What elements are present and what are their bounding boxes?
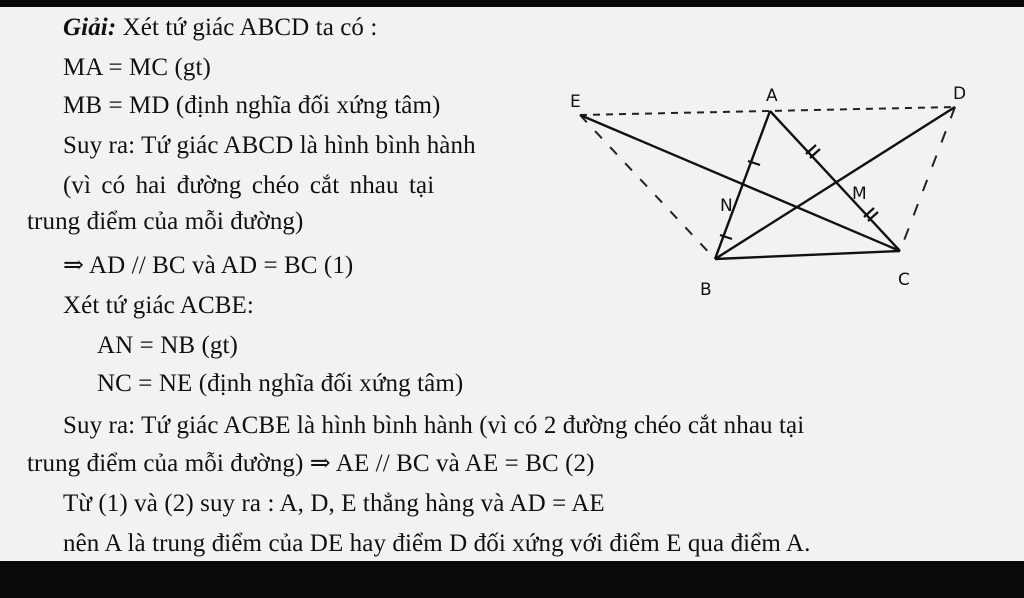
- line-conclusion-1: ⇒ AD // BC và AD = BC (1): [63, 252, 354, 279]
- line-acbe-heading: Xét tứ giác ACBE:: [63, 292, 254, 319]
- label-b: B: [700, 280, 712, 300]
- line-reason-2: trung điểm của mỗi đường): [27, 208, 304, 235]
- line-ma-mc: MA = MC (gt): [63, 54, 211, 81]
- segment-ac: [770, 111, 900, 251]
- line-collinear: Từ (1) và (2) suy ra : A, D, E thẳng hàng và AD = AE: [63, 490, 605, 517]
- segment-ec: [580, 115, 900, 251]
- dashed-line-eb: [580, 115, 715, 259]
- line-nc-ne: NC = NE (định nghĩa đối xứng tâm): [97, 370, 464, 397]
- bottom-black-border: [0, 561, 1024, 598]
- line-solution-heading: [63, 13, 377, 43]
- tick-am: [806, 145, 820, 158]
- line-acbe-parallelogram: Suy ra: Tứ giác ACBE là hình bình hành (vì có 2 đường chéo cắt nhau tại: [63, 412, 805, 439]
- document-page: [0, 7, 1024, 561]
- tick-mc: [864, 208, 878, 221]
- dashed-line-ed: [580, 107, 955, 115]
- label-a: A: [766, 86, 778, 106]
- solution-label: Giải:: [63, 14, 117, 41]
- line-an-nb: AN = NB (gt): [97, 332, 238, 359]
- line-conclusion-2: trung điểm của mỗi đường) ⇒ AE // BC và AE = BC (2): [27, 450, 595, 477]
- segment-bc: [715, 251, 900, 259]
- top-black-border: [0, 0, 1024, 7]
- line-reason-1: (vì có hai đường chéo cắt nhau tại: [63, 172, 435, 199]
- line-final: nên A là trung điểm của DE hay điểm D đối xứng với điểm E qua điểm A.: [63, 530, 811, 557]
- label-d: D: [953, 84, 967, 104]
- geometry-diagram: [560, 79, 980, 309]
- label-m: M: [852, 184, 867, 204]
- segment-bd: [715, 107, 955, 259]
- label-c: C: [898, 270, 910, 290]
- line-abcd-parallelogram: Suy ra: Tứ giác ABCD là hình bình hành: [63, 132, 476, 159]
- solution-intro: Xét tứ giác ABCD ta có :: [122, 14, 378, 41]
- dashed-line-dc: [900, 107, 955, 251]
- label-e: E: [570, 92, 581, 112]
- line-mb-md: MB = MD (định nghĩa đối xứng tâm): [63, 92, 441, 119]
- label-n: N: [720, 196, 733, 216]
